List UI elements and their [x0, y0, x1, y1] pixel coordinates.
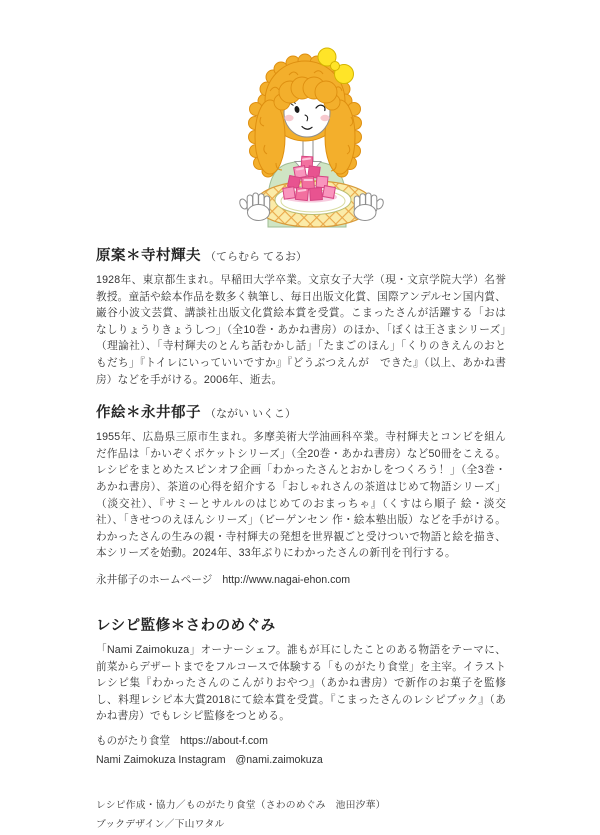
wakatta-san-illustration: [234, 45, 384, 235]
restaurant-label: ものがたり食堂: [96, 734, 171, 747]
homepage-label: 永井郁子のホームページ: [96, 573, 213, 586]
text-content: [0, 244, 600, 835]
left-hand: [238, 193, 269, 221]
restaurant-site-line: [96, 732, 506, 750]
section-recipe-supervisor: [96, 614, 506, 769]
cheek-left: [284, 115, 293, 121]
author-role-name: 原案＊寺村輝夫: [96, 248, 201, 264]
right-hand: [354, 193, 385, 221]
author-bio: 1928年、東京都生まれ。早稲田大学卒業。文京女子大学（現・文京学院大学）名誉教授。童話や絵本作品を数多く執筆し、毎日出版文化賞、国際アンデルセン国内賞、巌谷小波文芸賞、講談社出版文化賞絵本賞を受賞。こまったさんが活躍する「おはなしりょうりきょうしつ」（全10巻・あかね書房）のほか、「ぼくは王さまシリーズ」（理論社）、「寺村輝夫のとんち話むかし話」「たまごのほん」「くりのきえんのおともだち」『トイレにいっていいですか』『どうぶつえんが できた』（以上、あかね書房）などを手がける。2006年、逝去。: [96, 274, 506, 386]
name-reading: （てらむら てるお）: [205, 251, 308, 263]
book-design-credit-line: ブックデザイン／下山ワタル: [96, 819, 225, 831]
illustrator-homepage-line: [96, 571, 506, 589]
section-heading: [96, 614, 506, 635]
name-reading: （ながい いくこ）: [205, 408, 297, 421]
restaurant-url: https://about-f.com: [180, 734, 268, 747]
illustrator-role-name: 作絵＊永井郁子: [96, 405, 201, 422]
cheek-right: [320, 115, 329, 121]
section-illustrator: [96, 401, 506, 589]
section-original-author: [96, 244, 506, 388]
homepage-url: http://www.nagai-ehon.com: [222, 573, 351, 586]
section-heading: [96, 401, 506, 422]
instagram-label: Nami Zaimokuza Instagram: [96, 753, 226, 766]
supervisor-role-name: レシピ監修＊さわのめぐみ: [96, 617, 276, 634]
section-heading: [96, 244, 506, 265]
supervisor-links: [96, 732, 506, 769]
instagram-line: [96, 751, 506, 769]
instagram-handle: @nami.zaimokuza: [235, 753, 323, 766]
supervisor-bio: 「Nami Zaimokuza」オーナーシェフ。誰もが耳にしたことのある物語をテーマに、前菜からデザートまでをフルコースで体験する「ものがたり食堂」を主宰。イラストレシピ集『わかったさんのこんがりおやつ』（あかね書房）で新作のお菓子を監修し、料理レシピ本大賞2018にて絵本賞を受賞。『こまったさんのレシピブック』（あかね書房）でもレシピ監修をつとめる。: [96, 643, 506, 723]
illustrator-bio: 1955年、広島県三原市生まれ。多摩美術大学油画科卒業。寺村輝夫とコンビを組んだ作品は「かいぞくポケットシリーズ」（全20巻・あかね書房）など50冊をこえる。レシピをまとめたスピンオフ企画「わかったさんとおかしをつくろう！」（全3巻・あかね書房）、茶道の心得を紹介する「おしゃれさんの茶道はじめて物語シリーズ」（淡交社）、『サミーとサルルのはじめてのおまっちゃ』（くすはら順子 絵・淡交社）、「きせつのえほんシリーズ」（ビーゲンセン 作・絵本塾出版）などを手がける。わかったさんの生みの親・寺村輝夫の発想を世界観ごと受けついで物語と絵を描き、本シリーズを始動。2024年、33年ぶりにわかったさんの新刊を刊行する。: [96, 431, 506, 560]
credits-block: [96, 796, 506, 835]
recipe-credit-line: レシピ作成・協力／ものがたり食堂（さわのめぐみ 池田汐華）: [96, 799, 386, 811]
illustration-area: [0, 0, 600, 237]
